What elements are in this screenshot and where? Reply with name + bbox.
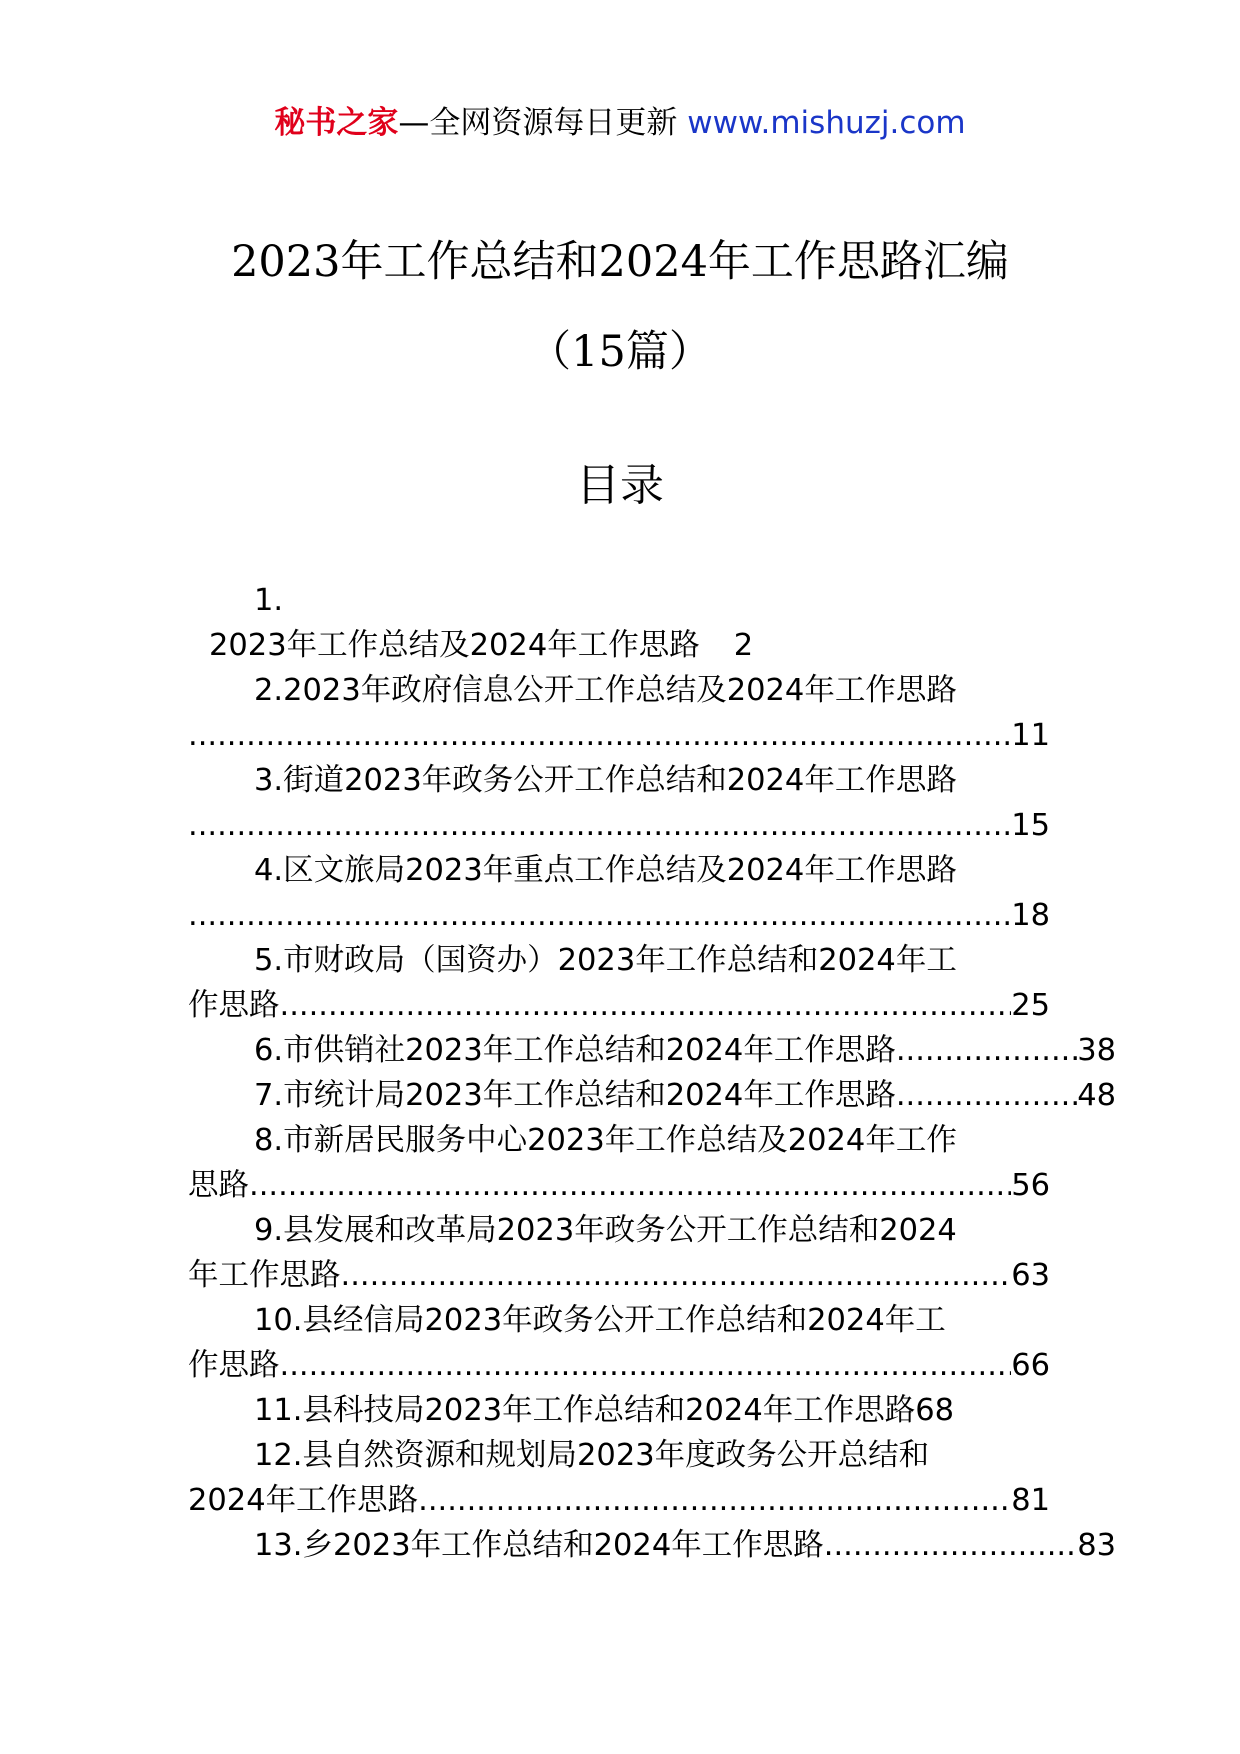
toc-entry-page: 68 <box>915 1393 955 1428</box>
toc-leader-dots <box>418 1478 1011 1523</box>
toc-entry-3-leader[interactable] <box>188 803 1050 848</box>
toc-entry-text: 4.区文旅局2023年重点工作总结及2024年工作思路 <box>254 853 957 888</box>
toc-entry-text: 6.市供销社2023年工作总结和2024年工作思路 <box>254 1033 896 1068</box>
toc-entry-text: 3.街道2023年政务公开工作总结和2024年工作思路 <box>254 763 957 798</box>
toc-entry-9-line2[interactable] <box>188 1253 1050 1298</box>
toc-entry-text: 10.县经信局2023年政务公开工作总结和2024年工 <box>254 1303 946 1338</box>
toc-entry-text: 1. <box>254 583 284 618</box>
document-subtitle: （15篇） <box>528 327 712 377</box>
toc-entry-11[interactable] <box>188 1388 1116 1433</box>
toc-leader-dots <box>824 1523 1077 1568</box>
toc-entry-12-line2[interactable] <box>188 1478 1050 1523</box>
toc-entry-text: 2024年工作思路 <box>188 1483 419 1518</box>
toc-entry-text: 作思路 <box>188 1348 280 1383</box>
toc-entry-text: 8.市新居民服务中心2023年工作总结及2024年工作 <box>254 1123 957 1158</box>
toc-entry-8-line2[interactable] <box>188 1163 1050 1208</box>
toc-entry-10[interactable] <box>188 1298 1116 1343</box>
toc-entry-page: 38 <box>1077 1033 1116 1068</box>
toc-entry-page: 63 <box>1011 1258 1050 1293</box>
toc-entry-4-leader[interactable] <box>188 893 1050 938</box>
toc-entry-text: 13.乡2023年工作总结和2024年工作思路 <box>254 1528 824 1563</box>
toc-entry-6[interactable] <box>188 1028 1116 1073</box>
toc-leader-dots <box>280 983 1012 1028</box>
toc-entry-text: 11.县科技局2023年工作总结和2024年工作思路 <box>254 1393 916 1428</box>
toc-entry-text: 2.2023年政府信息公开工作总结及2024年工作思路 <box>254 673 957 708</box>
site-link[interactable]: www.mishuzj.com <box>687 105 966 141</box>
toc-entry-7[interactable] <box>188 1073 1116 1118</box>
toc-heading: 目录 <box>576 460 664 511</box>
toc-leader-dots <box>249 1163 1011 1208</box>
site-header <box>0 100 1240 146</box>
toc-entry-2-leader[interactable] <box>188 713 1050 758</box>
toc-entry-13[interactable] <box>188 1523 1116 1568</box>
toc-leader-dots <box>188 893 1011 938</box>
toc-leader-dots <box>280 1343 1012 1388</box>
toc-entry-text: 9.县发展和改革局2023年政务公开工作总结和2024 <box>254 1213 957 1248</box>
toc-entry-5[interactable] <box>188 938 1116 983</box>
toc-entry-page: 15 <box>1011 808 1050 843</box>
brand-name: 秘书之家 <box>274 105 399 141</box>
toc-entry-2[interactable] <box>188 668 1116 713</box>
toc-entry-page: 81 <box>1011 1483 1050 1518</box>
toc-entry-text: 年工作思路 <box>188 1258 341 1293</box>
toc-leader-dots <box>896 1073 1077 1118</box>
toc-entry-text: 7.市统计局2023年工作总结和2024年工作思路 <box>254 1078 896 1113</box>
toc-leader-dots <box>188 713 1011 758</box>
toc-entry-page: 18 <box>1011 898 1050 933</box>
toc-entry-text: 思路 <box>188 1168 249 1203</box>
toc-entry-page: 11 <box>1011 718 1050 753</box>
toc-entry-text: 5.市财政局（国资办）2023年工作总结和2024年工 <box>254 943 957 978</box>
toc-entry-8[interactable] <box>188 1118 1116 1163</box>
toc-entry-page: 66 <box>1011 1348 1050 1383</box>
toc-entry-3[interactable] <box>188 758 1116 803</box>
toc-entry-10-line2[interactable] <box>188 1343 1050 1388</box>
toc-entry-1-line1[interactable] <box>188 578 1116 623</box>
toc-leader-dots <box>341 1253 1012 1298</box>
toc-entry-text: 作思路 <box>188 988 280 1023</box>
toc-entry-page: 83 <box>1077 1528 1116 1563</box>
toc-entry-text: 12.县自然资源和规划局2023年度政务公开总结和 <box>254 1438 930 1473</box>
toc-entry-page: 48 <box>1077 1078 1116 1113</box>
toc-entry-4[interactable] <box>188 848 1116 893</box>
toc-entry-text: 2023年工作总结及2024年工作思路 <box>209 628 700 663</box>
toc-entry-page: 2 <box>733 628 754 663</box>
toc-entry-page: 25 <box>1011 988 1050 1023</box>
toc-entry-9[interactable] <box>188 1208 1116 1253</box>
toc-entry-12[interactable] <box>188 1433 1116 1478</box>
toc-leader-dots <box>188 803 1011 848</box>
toc-leader-dots <box>896 1028 1077 1073</box>
toc-entry-page: 56 <box>1011 1168 1050 1203</box>
document-title: 2023年工作总结和2024年工作思路汇编 <box>231 237 1009 287</box>
toc-entry-5-line2[interactable] <box>188 983 1050 1028</box>
toc-entry-1-line2[interactable] <box>188 623 1071 668</box>
slogan: —全网资源每日更新 <box>398 105 688 141</box>
table-of-contents <box>188 578 1116 1568</box>
